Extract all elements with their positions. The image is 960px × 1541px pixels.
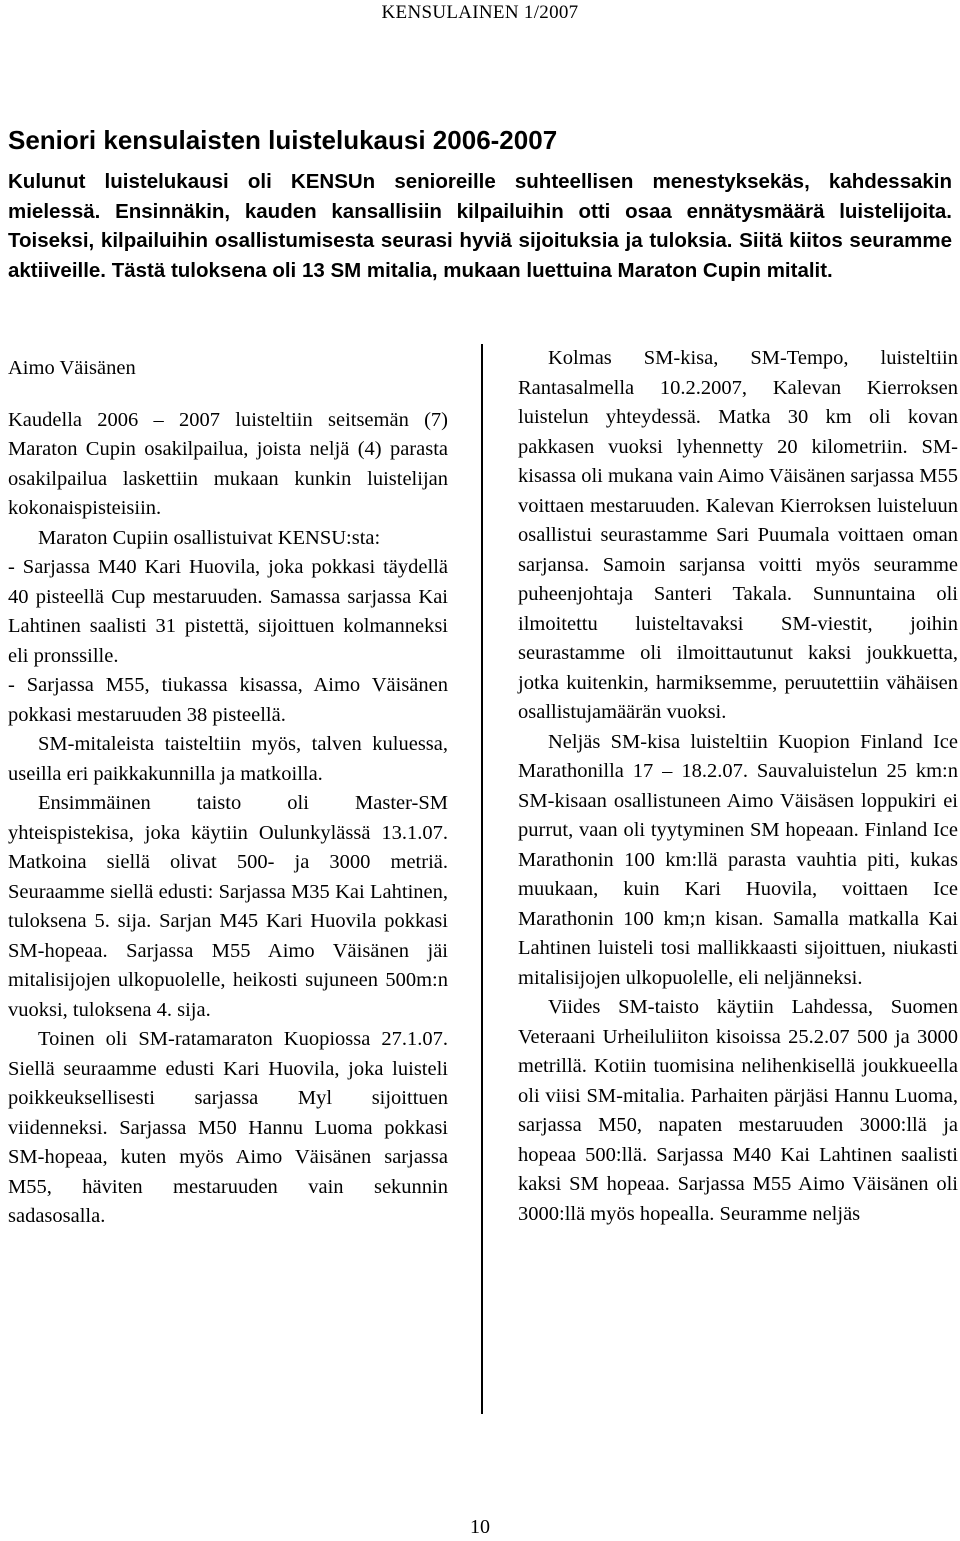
paragraph-m40: - Sarjassa M40 Kari Huovila, joka pokkasi täydellä 40 pisteellä Cup mestaruuden. Samassa sarjassa Kai Lahtinen saalisti 31 pistettä, sijoittuen kolmanneksi eli pronssille. — [8, 556, 448, 667]
paragraph-sm-medals: SM-mitaleista taisteltiin myös, talven kuluessa, useilla eri paikkakunnilla ja matkoilla. — [8, 733, 448, 785]
paragraph-first-competition: Ensimmäinen taisto oli Master-SM yhteispistekisa, joka käytiin Oulunkylässä 13.1.07. Matkoina siellä olivat 500- ja 3000 metriä. Seuraamme siellä edusti: Sarjassa M35 Kai Lahtinen, tuloksena 5. sija. Sarjan M45 Kari Huovila pokkasi SM-hopeaa. Sarjassa M55 Aimo Väisänen jäi mitalisijojen ulkopuolelle, heikosti sujuneen 500m:n vuoksi, tuloksena 4. sija. — [8, 792, 448, 1021]
paragraph-m55: - Sarjassa M55, tiukassa kisassa, Aimo Väisänen pokkasi mestaruuden 38 pisteellä. — [8, 674, 448, 726]
paragraph-second-competition: Toinen oli SM-ratamaraton Kuopiossa 27.1.07. Siellä seuraamme edusti Kari Huovila, joka luisteli poikkeuksellisesti sarjassa Myl sijoittuen viidenneksi. Sarjassa M50 Hannu Luoma pokkasi SM-hopeaa, kuten myös Aimo Väisänen sarjassa M55, häviten mestaruuden vain sekunnin sadasosalla. — [8, 1028, 448, 1227]
article-lead: Kulunut luistelukausi oli KENSUn senioreille suhteellisen menestyksekäs, kahdessakin mielessä. Ensinnäkin, kauden kansallisiin kilpailuihin otti osaa ennätysmäärä luistelijoita. Toiseksi, kilpailuihin osallistumisesta seurasi hyviä sijoituksia ja tuloksia. Siitä kiitos seuramme aktiiveille. Tästä tuloksena oli 13 SM mitalia, mukaan luettuina Maraton Cupin mitalit. — [8, 170, 952, 283]
paragraph-fourth-competition: Neljäs SM-kisa luisteltiin Kuopion Finland Ice Marathonilla 17 – 18.2.07. Sauvaluistelun 25 km:n SM-kisaan osallistuneen Aimo Väisäsen loppukiri ei purrut, vaan oli tyytyminen SM hopeaan. Finland Ice Marathonin 100 km:llä parasta vauhtia piti, kukas muukaan, kuin Kari Huovila, voittaen Ice Marathonin 100 km;n kisan. Samalla matkalla Kai Lahtinen luisteli tosi mallikkaasti sijoittuen, niukasti mitalisijojen ulkopuolelle, eli neljänneksi. — [518, 730, 958, 989]
right-column — [518, 344, 958, 1229]
paragraph-third-competition: Kolmas SM-kisa, SM-Tempo, luisteltiin Rantasalmella 10.2.2007, Kalevan Kierroksen luistelun yhteydessä. Matka 30 km oli kovan pakkasen vuoksi lyhennetty 20 kilometriin. SM- kisassa oli mukana vain Aimo Väisänen sarjassa M55 voittaen mestaruuden. Kalevan Kierroksen luisteluun osallistui seurastamme Sari Puumala voittaen oman sarjansa. Samoin sarjansa voitti myös seuramme puheenjohtaja Santeri Takala. Sunnuntaina oli ilmoitettu luisteltavaksi SM-viestit, joihin seurastamme oli ilmoittautunut kaksi joukkuetta, jotka kuitenkin, harmiksemme, peruutettiin vähäisen osallistujamäärän vuoksi. — [518, 347, 958, 723]
paragraph-cup-participants: Maraton Cupiin osallistuivat KENSU:sta: — [38, 526, 381, 549]
running-header: KENSULAINEN 1/2007 — [381, 2, 579, 23]
column-divider — [481, 344, 483, 1414]
left-column — [8, 354, 448, 1232]
author-name: Aimo Väisänen — [8, 357, 136, 379]
paragraph-fifth-competition: Viides SM-taisto käytiin Lahdessa, Suomen Veteraani Urheiluliiton kisoissa 25.2.07 500 ja 3000 metrillä. Kotiin tuomisina nelihenkisellä joukkueella oli viisi SM-mitalia. Parhaiten pärjäsi Hannu Luoma, sarjassa M50, napaten mestaruuden 3000:llä ja hopeaa 500:llä. Sarjassa M40 Kai Lahtinen saalisti kaksi SM hopeaa. Sarjassa M55 Aimo Väisänen oli 3000:llä myös hopealla. Seuramme neljäs — [518, 996, 958, 1225]
paragraph-cup-intro: Kaudella 2006 – 2007 luisteltiin seitsemän (7) Maraton Cupin osakilpailua, joista neljä (4) parasta osakilpailua laskettiin mukaan kunkin luistelijan kokonaispisteisiin. — [8, 408, 448, 519]
article-title: Seniori kensulaisten luistelukausi 2006-2007 — [8, 125, 558, 155]
page-number: 10 — [470, 1516, 490, 1538]
